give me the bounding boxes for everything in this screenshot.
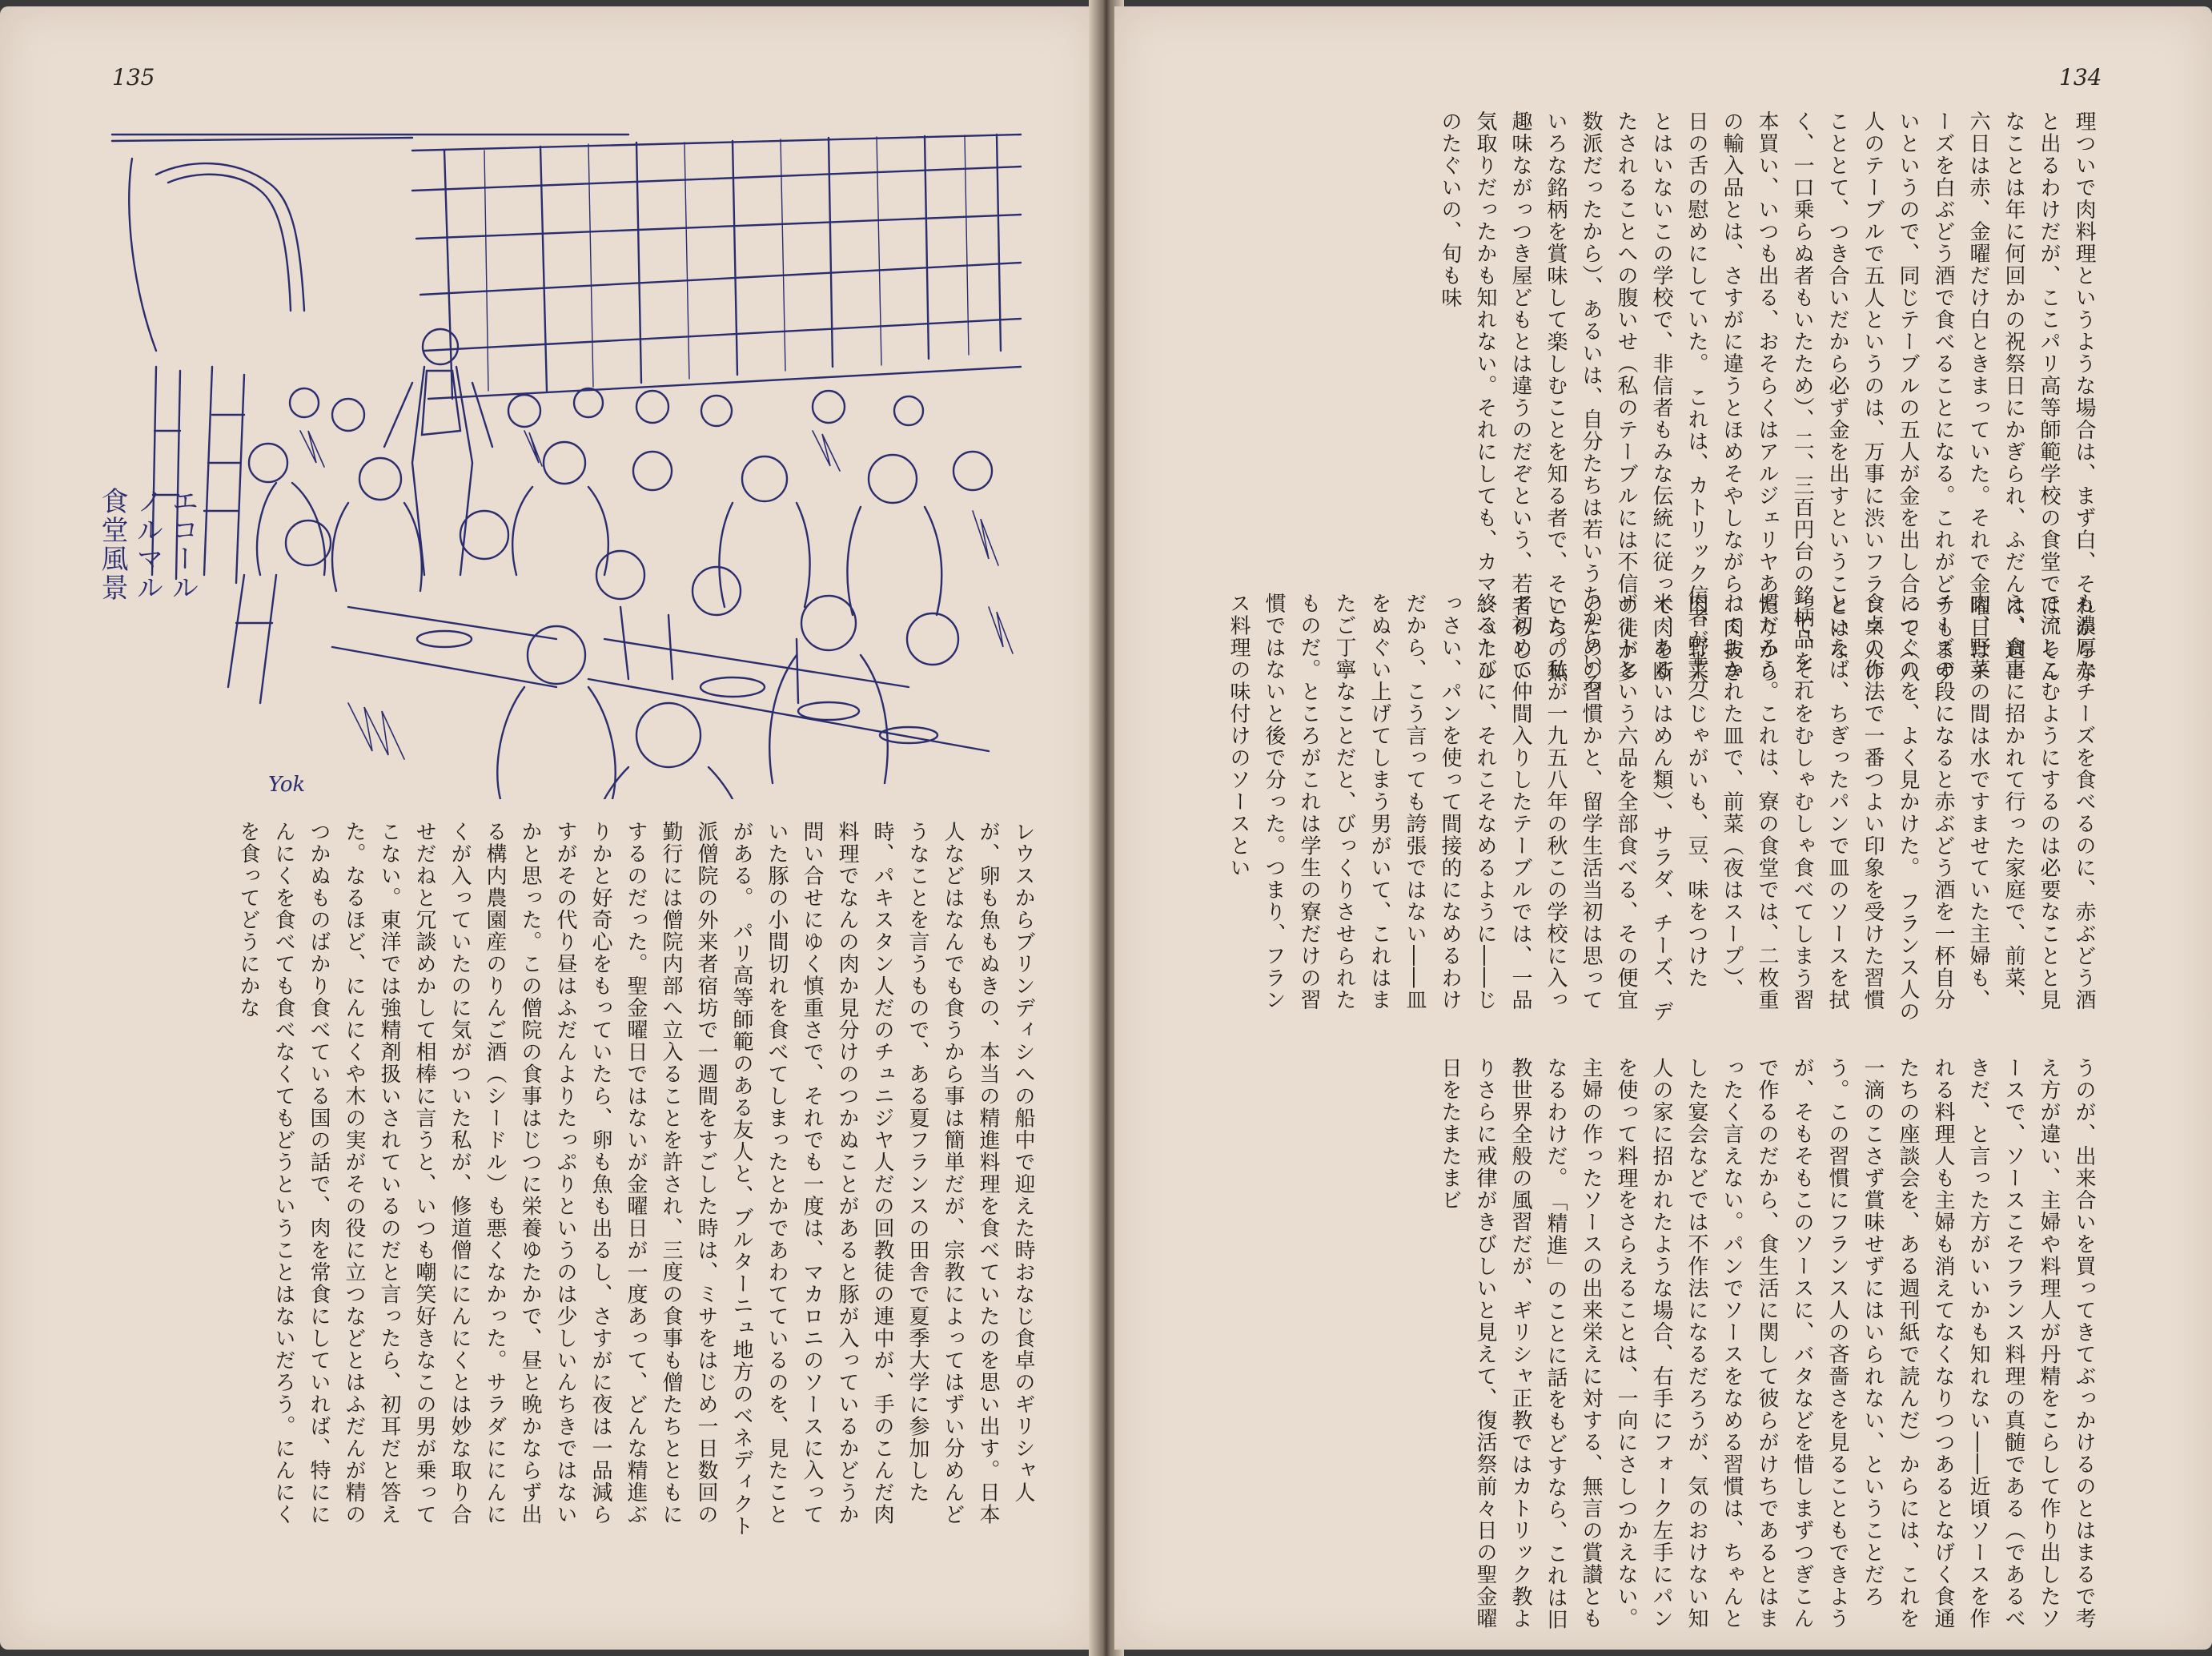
- page-number-left: 135: [112, 64, 155, 90]
- right-text-upper-left: 理ついで肉料理というような場合は、まず白、それから赤と出るわけだが、ここパリ高等師範学校の食堂では、そんなことは年に何回かの祝祭日にかぎられ、ふだんは、週に六日は赤、金曜だけ白ときまっていた。それで金曜日はチーズを白ぶどう酒で食べることになる。これがどうもまずいというので、同じテーブルの五人が金を出し合って（八人のテーブルで五人というのは、万事に渋いフランス人のこととて、つき合いだから必ず金を出すということはなく、一口乗らぬ者もいたため）、二、三百円台の銘柄品を一本買い、いつも出る、おそらくはアルジェリヤあたりからの輸入品とは、さすがに違うとほめそやしながら、肉抜き日の舌の慰めにしていた。 これは、カトリック信者が半分とはいないこの学校で、非信者もみな伝統に従って肉を断たされることへの腹いせ（私のテーブルには不信の徒が多数派だったから）、あるいは、自分たちは若いうちからいろいろな銘柄を賞味して楽しむことを知る者で、そこらの無趣味ながっつき屋どもとは違うのだぞという、若者らしい気取りだったかも知れない。それにしても、カマンベールのたぐいの、旬も味: [1438, 111, 2096, 695]
- caption-line-3: 食堂風景: [96, 487, 128, 602]
- artist-signature: Yok: [268, 773, 306, 797]
- right-text-middle: も濃厚なチーズを食べるのに、赤ぶどう酒で流しこむようにするのは必要なことと見え、食事に招かれて行った家庭で、前菜、肉、野菜の間は水ですませていた主婦も、チーズの段になると赤ぶどう酒を一杯自分につぐのを、よく見かけた。 フランス人の食卓の作法で一番つよい印象を受けた習慣といえば、ちぎったパンで皿のソースを拭って、それをむしゃむしゃ食べてしまう習慣だろう。これは、寮の食堂では、二枚重ねておかれた皿で、前菜（夜はスープ）、肉、野菜（じゃがいも、豆、味をつけた米、あるいはめん類）、サラダ、チーズ、デザートという六品を全部食べる、その便宜のための習慣かと、留学生活当初は思っていた。私が一九五八年の秋この学校に入って初めて仲間入りしたテーブルでは、一品終るたびに、それこそなめるように――じっさい、パンを使って間接的になめるわけだから、こう言っても誇張ではない――皿をぬぐい上げてしまう男がいて、これはまたご丁寧なことだと、びっくりさせられたものだ。ところがこれは学生の寮だけの習慣ではないと後で分った。つまり、フランス料理の味付けのソースとい: [1226, 593, 2096, 1023]
- illustration-caption: [96, 487, 200, 775]
- page-number-right: 134: [2059, 64, 2102, 90]
- caption-line-2: ノルマル: [131, 487, 163, 602]
- caption-line-1: エコール: [167, 487, 199, 602]
- left-page-text: [112, 821, 1041, 1541]
- left-body-text: レウスからブリンディシへの船中で迎えた時おなじ食卓のギリシャ人が、卵も魚もぬきの、本当の精進料理を食べていたのを思い出す。日本人などはなんでも食うから事は簡単だが、宗教によってはずい分めんどうなことを言うもので、ある夏フランスの田舎で夏季大学に参加した時、パキスタン人だのチュニジヤ人だの回教徒の連中が、手のこんだ肉料理でなんの肉か見分けのつかぬことがあると豚が入っているかどうか問い合せにゆく慎重さで、それでも一度は、マカロニのソースに入っていた豚の小間切れを食べてしまったとかであわてているのを、見たことがある。 パリ高等師範のある友人と、ブルターニュ地方のベネディクト派僧院の外来者宿坊で一週間をすごした時は、ミサをはじめ一日数回の勤行には僧院内部へ立入ることを許され、三度の食事も僧たちとともにするのだった。聖金曜日ではないが金曜日が一度あって、どんな精進ぶりかと好奇心をもっていたら、卵も魚も出るし、さすがに夜は一品減らすがその代り昼はふだんよりたっぷりというのは少しいんちきではないかと思った。この僧院の食事はじつに栄養ゆたかで、昼と晩かならず出る構内農園産のりんご酒（シードル）も悪くなかった。サラダににんにくが入っていたのに気がついた私が、修道僧ににんにくとは妙な取り合せだねと冗談めかして相棒に言うと、いつも嘲笑好きなこの男が乗ってこない。東洋では強精剤扱いされているのだと言ったら、初耳だと答えた。なるほど、にんにくや木の実がその役に立つなどとはふだんが精のつかぬものばかり食べている国の話で、肉を常食にしていれば、特ににんにくを食べても食べなくてもどうということはないだろう。にんにくを食ってどうにかな: [236, 821, 1035, 1537]
- right-text-lower: うのが、出来合いを買ってきてぶっかけるのとはまるで考え方が違い、主婦や料理人が丹精をこらして作り出したソースで、ソースこそフランス料理の真髄である（であるべきだ、と言った方がいいかも知れない――近頃ソースを作れる料理人も主婦も消えてなくなりつつあるとなげく食通たちの座談会を、ある週刊紙で読んだ）からには、これを一滴のこさず賞味せずにはいられない、ということだろう。この習慣にフランス人の吝嗇さを見ることもできようが、そもそもこのソースに、バタなどを惜しまずつぎこんで作るのだから、食生活に関して彼らがけちであるとはまったく言えない。パンでソースをなめる習慣は、ちゃんとした宴会などでは不作法になるだろうが、気のおけない知人の家に招かれたような場合、右手にフォーク左手にパンを使って料理をさらえることは、一向にさしつかえない。主婦の作ったソースの出来栄えに対する、無言の賞讃ともなるわけだ。 「精進」のことに話をもどすなら、これは旧教世界全般の風習だが、ギリシャ正教ではカトリック教よりさらに戒律がきびしいと見えて、復活祭前々日の聖金曜日をたまたまビ: [1438, 1057, 2096, 1631]
- dining-hall-sketch: [108, 127, 1029, 799]
- right-page-text-middle: [1181, 593, 2102, 1025]
- right-page-text-lower: [1181, 1057, 2102, 1634]
